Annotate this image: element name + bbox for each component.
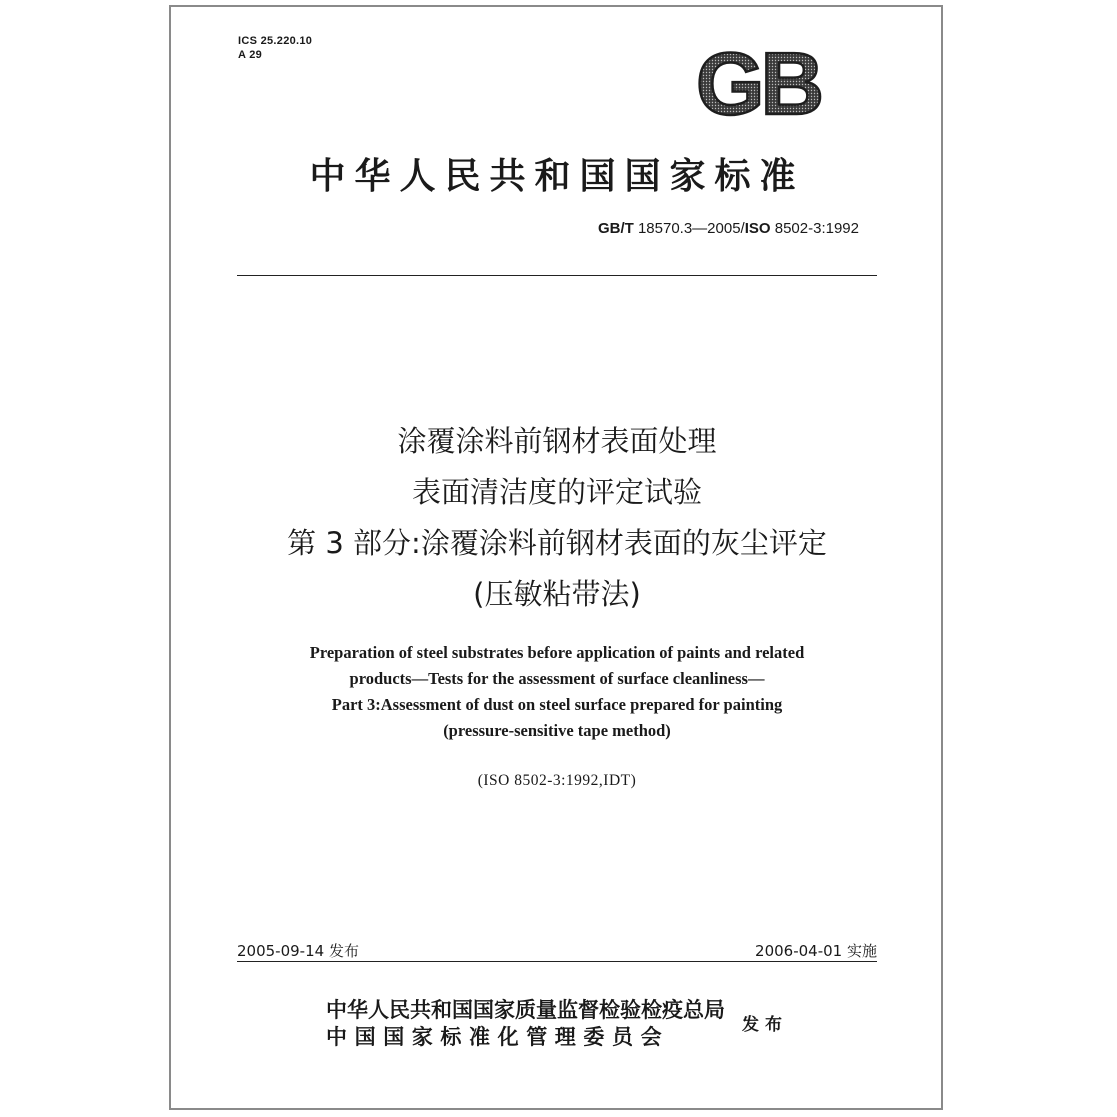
- title-en-line-3: Part 3:Assessment of dust on steel surface prepared for painting: [331, 695, 783, 714]
- issue-date: 2005-09-14 发布: [237, 942, 359, 960]
- header-divider: [237, 275, 877, 276]
- standard-iso-number: 8502-3:1992: [770, 220, 859, 237]
- title-zh-line-4: (压敏粘带法): [473, 577, 641, 611]
- standard-iso-prefix: ISO: [744, 220, 771, 237]
- gb-logo: [678, 44, 838, 124]
- ics-code: ICS 25.220.10: [238, 35, 313, 47]
- title-zh-line-3: 第 3 部分:涂覆涂料前钢材表面的灰尘评定: [287, 526, 827, 560]
- title-en-line-2: products—Tests for the assessment of surface cleanliness—: [349, 669, 765, 688]
- issuer-sac: 中国国家标准化管理委员会: [326, 1025, 670, 1049]
- standard-prefix: GB/T: [597, 220, 634, 237]
- implementation-date: 2006-04-01 实施: [755, 942, 877, 960]
- title-zh-line-1: 涂覆涂料前钢材表面处理: [397, 424, 717, 458]
- ccs-code: A 29: [238, 49, 263, 61]
- iso-equivalence: (ISO 8502-3:1992,IDT): [477, 772, 637, 789]
- publish-label: 发布: [742, 1015, 788, 1035]
- standard-number: [598, 220, 859, 237]
- standard-number-main: 18570.3—2005/: [633, 220, 745, 237]
- national-standard-title: 中华人民共和国国家标准: [309, 156, 805, 197]
- issuer-aqsiq: 中华人民共和国国家质量监督检验检疫总局: [326, 998, 725, 1022]
- gb-logo-text: GB: [696, 44, 820, 124]
- title-en-line-4: (pressure-sensitive tape method): [443, 721, 671, 740]
- footer-divider: [237, 961, 877, 962]
- title-en-line-1: Preparation of steel substrates before application of paints and related: [309, 643, 805, 662]
- title-zh-line-2: 表面清洁度的评定试验: [411, 475, 702, 509]
- classification-codes: [238, 34, 312, 62]
